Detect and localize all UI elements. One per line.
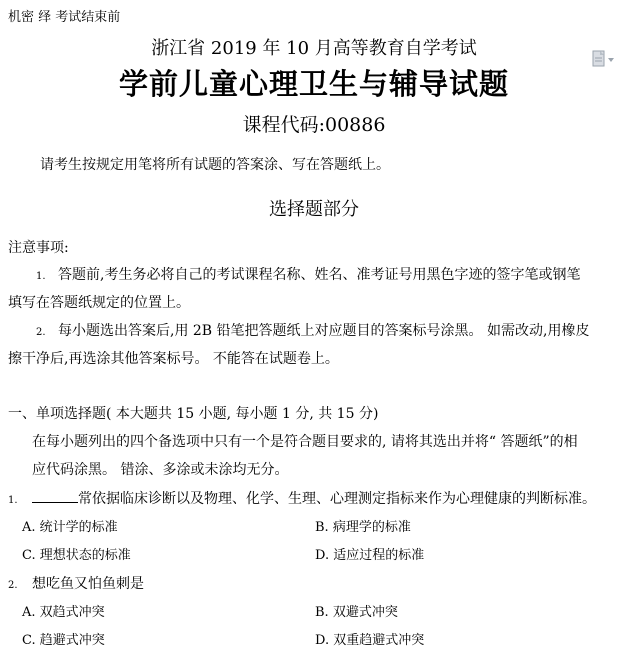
option-a: A. 双趋式冲突 [22, 605, 105, 620]
question-number: 2. [8, 580, 18, 591]
part-instruction-cont: 应代码涂黑。 错涂、多涂或未涂均无分。 [32, 462, 289, 478]
course-code: 课程代码:00886 [242, 114, 386, 136]
paper-title: 学前儿童心理卫生与辅导试题 [118, 67, 509, 101]
answer-blank [32, 490, 78, 503]
question-stem [8, 488, 596, 508]
option-d: D. 双重趋避式冲突 [315, 633, 425, 648]
question-stem [8, 573, 144, 593]
note-number: 2. [36, 327, 46, 338]
part-heading: 一、单项选择题( 本大题共 15 小题, 每小题 1 分, 共 15 分) [8, 406, 379, 422]
option-c: C. 趋避式冲突 [22, 633, 105, 648]
notes-heading: 注意事项: [8, 240, 69, 256]
question-number: 1. [8, 495, 18, 506]
option-b: B. 双避式冲突 [315, 605, 398, 620]
note-text: 每小题选出答案后,用 2B 铅笔把答题纸上对应题目的答案标号涂黑。 如需改动,用橡皮 [58, 323, 590, 339]
part-instruction: 在每小题列出的四个备选项中只有一个是符合题目要求的, 请将其选出并将“ 答题纸”的相 [32, 434, 578, 450]
confidential-label: 机密 绎 考试结束前 [8, 10, 121, 25]
intro-instruction: 请考生按规定用笔将所有试题的答案涂、写在答题纸上。 [40, 157, 390, 173]
question-text: 想吃鱼又怕鱼刺是 [32, 576, 144, 592]
note-number: 1. [36, 271, 46, 282]
note-item [36, 264, 580, 284]
note-item [36, 320, 589, 340]
question-text: 常依据临床诊断以及物理、化学、生理、心理测定指标来作为心理健康的判断标准。 [78, 491, 596, 507]
note-text: 答题前,考生务必将自己的考试课程名称、姓名、准考证号用黑色字迹的签字笔或钢笔 [58, 267, 581, 283]
exam-title: 浙江省 2019 年 10 月高等教育自学考试 [151, 38, 477, 59]
option-c: C. 理想状态的标准 [22, 548, 131, 563]
section-heading: 选择题部分 [269, 199, 359, 220]
option-a: A. 统计学的标准 [22, 520, 118, 535]
option-b: B. 病理学的标准 [315, 520, 411, 535]
note-text-cont: 填写在答题纸规定的位置上。 [8, 295, 190, 311]
note-text-cont: 擦干净后,再选涂其他答案标号。 不能答在试题卷上。 [8, 351, 339, 367]
option-d: D. 适应过程的标准 [315, 548, 425, 563]
